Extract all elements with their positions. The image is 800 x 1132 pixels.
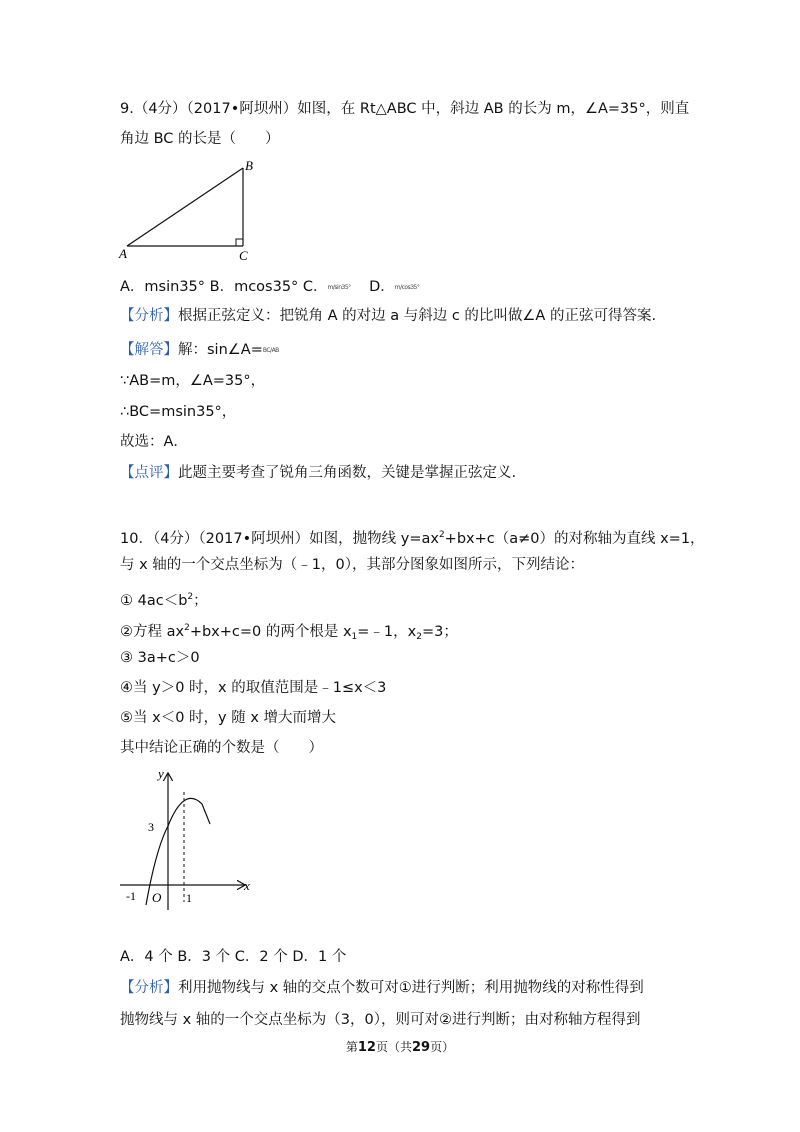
- comment-text: 此题主要考查了锐角三角函数，关键是掌握正弦定义.: [178, 465, 517, 481]
- footer-mid: 页（共: [375, 1040, 412, 1054]
- side-ab: [127, 168, 243, 246]
- q10-question: 其中结论正确的个数是（ ）: [120, 740, 323, 756]
- s2-text4: =3；: [421, 624, 458, 640]
- q9-answer: [120, 340, 279, 361]
- page-number: 12: [357, 1040, 376, 1055]
- s2-text1: ②方程 ax: [120, 624, 185, 640]
- q10-analysis-line2: 抛物线与 x 轴的一个交点坐标为（3，0），则可对②进行判断；由对称轴方程得到: [120, 1012, 641, 1028]
- option-c-fraction: m/sin35°: [327, 284, 351, 291]
- q10-stem-line1: 10．（4分）（2017•阿坝州）如图，抛物线 $y=ax^2+bx+c(a\ne 0)$的对称轴为直线 x=1，: [120, 530, 705, 547]
- origin-label: O: [152, 890, 162, 905]
- option-c: C．: [302, 279, 328, 295]
- q10-stem-line2: 与 x 轴的一个交点坐标为（﹣1，0），其部分图象如图所示，下列结论：: [120, 557, 584, 573]
- q10-stem-part1: 10．（4分）（2017•阿坝州）如图，抛物线 y=ax: [120, 531, 439, 547]
- x-axis-label: x: [244, 878, 250, 893]
- q10-analysis-tag: 【分析】: [120, 980, 178, 996]
- right-angle-mark: [236, 239, 243, 246]
- vertex-label-c: C: [239, 248, 248, 263]
- option-b: B．mcos35°: [209, 279, 299, 295]
- q9-options: [120, 277, 419, 298]
- q9-comment: [120, 463, 516, 483]
- q10-parabola-graph: [116, 764, 266, 914]
- q9-analysis: [120, 306, 656, 326]
- s2-text3: =﹣1，x: [357, 624, 417, 640]
- tick-label-3: 3: [148, 820, 154, 834]
- q10-statement-4: ④当 y＞0 时，x 的取值范围是﹣1≤x＜3: [120, 680, 387, 696]
- y-axis-label: y: [158, 766, 164, 781]
- s1-end: ；: [193, 593, 208, 609]
- s2-text2: +bx+c=0 的两个根是 x: [189, 624, 352, 640]
- q9-stem-line1: 9.（4分）（2017•阿坝州）如图，在 Rt△ABC 中，斜边 AB 的长为 m，∠A=35°，则直: [120, 101, 690, 117]
- page-footer: [0, 1038, 800, 1055]
- comment-tag: 【点评】: [120, 465, 178, 481]
- answer-fraction: BC/AB: [262, 347, 279, 354]
- answer-tag: 【解答】: [120, 342, 178, 358]
- q10-analysis-line1: [120, 978, 644, 998]
- page-total: 29: [412, 1040, 431, 1055]
- q10-analysis-text1: 利用抛物线与 x 轴的交点个数可对①进行判断；利用抛物线的对称性得到: [178, 980, 644, 996]
- answer-text: 解：sin∠A=: [178, 342, 263, 358]
- vertex-label-a: A: [119, 246, 127, 261]
- q10-options: A．4 个 B．3 个 C．2 个 D．1 个: [120, 949, 347, 965]
- parabola-curve: [146, 798, 210, 905]
- tick-label-neg1: -1: [126, 889, 136, 903]
- s1-text: ① 4ac＜b: [120, 593, 188, 609]
- q9-choice: 故选：A．: [120, 434, 188, 450]
- tick-label-1: 1: [186, 891, 192, 905]
- option-d-fraction: m/cos35°: [394, 284, 420, 291]
- q9-step1: ∵AB=m，∠A=35°，: [120, 373, 266, 389]
- q10-statement-2: ②方程 $ax^2+bx+c=0$ 的两个根是 $x_1=﹣1$，$x_2=3$；: [120, 623, 458, 642]
- analysis-text: 根据正弦定义：把锐角 A 的对边 a 与斜边 c 的比叫做∠A 的正弦可得答案.: [178, 308, 657, 324]
- footer-post: 页）: [430, 1040, 455, 1054]
- option-d: D．: [369, 279, 395, 295]
- q10-statement-5: ⑤当 x＜0 时，y 随 x 增大而增大: [120, 710, 337, 726]
- q9-triangle-figure: [118, 158, 268, 264]
- option-a: A．msin35°: [120, 279, 206, 295]
- q10-statement-1: ① $4ac<b^2$；: [120, 592, 208, 609]
- analysis-tag: 【分析】: [120, 308, 178, 324]
- footer-pre: 第: [345, 1040, 358, 1054]
- q10-statement-3: ③ 3a+c＞0: [120, 650, 200, 666]
- q9-stem-line2: 角边 BC 的长是（ ）: [120, 131, 280, 147]
- q9-step2: ∴BC=msin35°，: [120, 404, 237, 420]
- q10-stem-part2: +bx+c（a≠0）的对称轴为直线 x=1，: [444, 531, 705, 547]
- vertex-label-b: B: [245, 158, 253, 173]
